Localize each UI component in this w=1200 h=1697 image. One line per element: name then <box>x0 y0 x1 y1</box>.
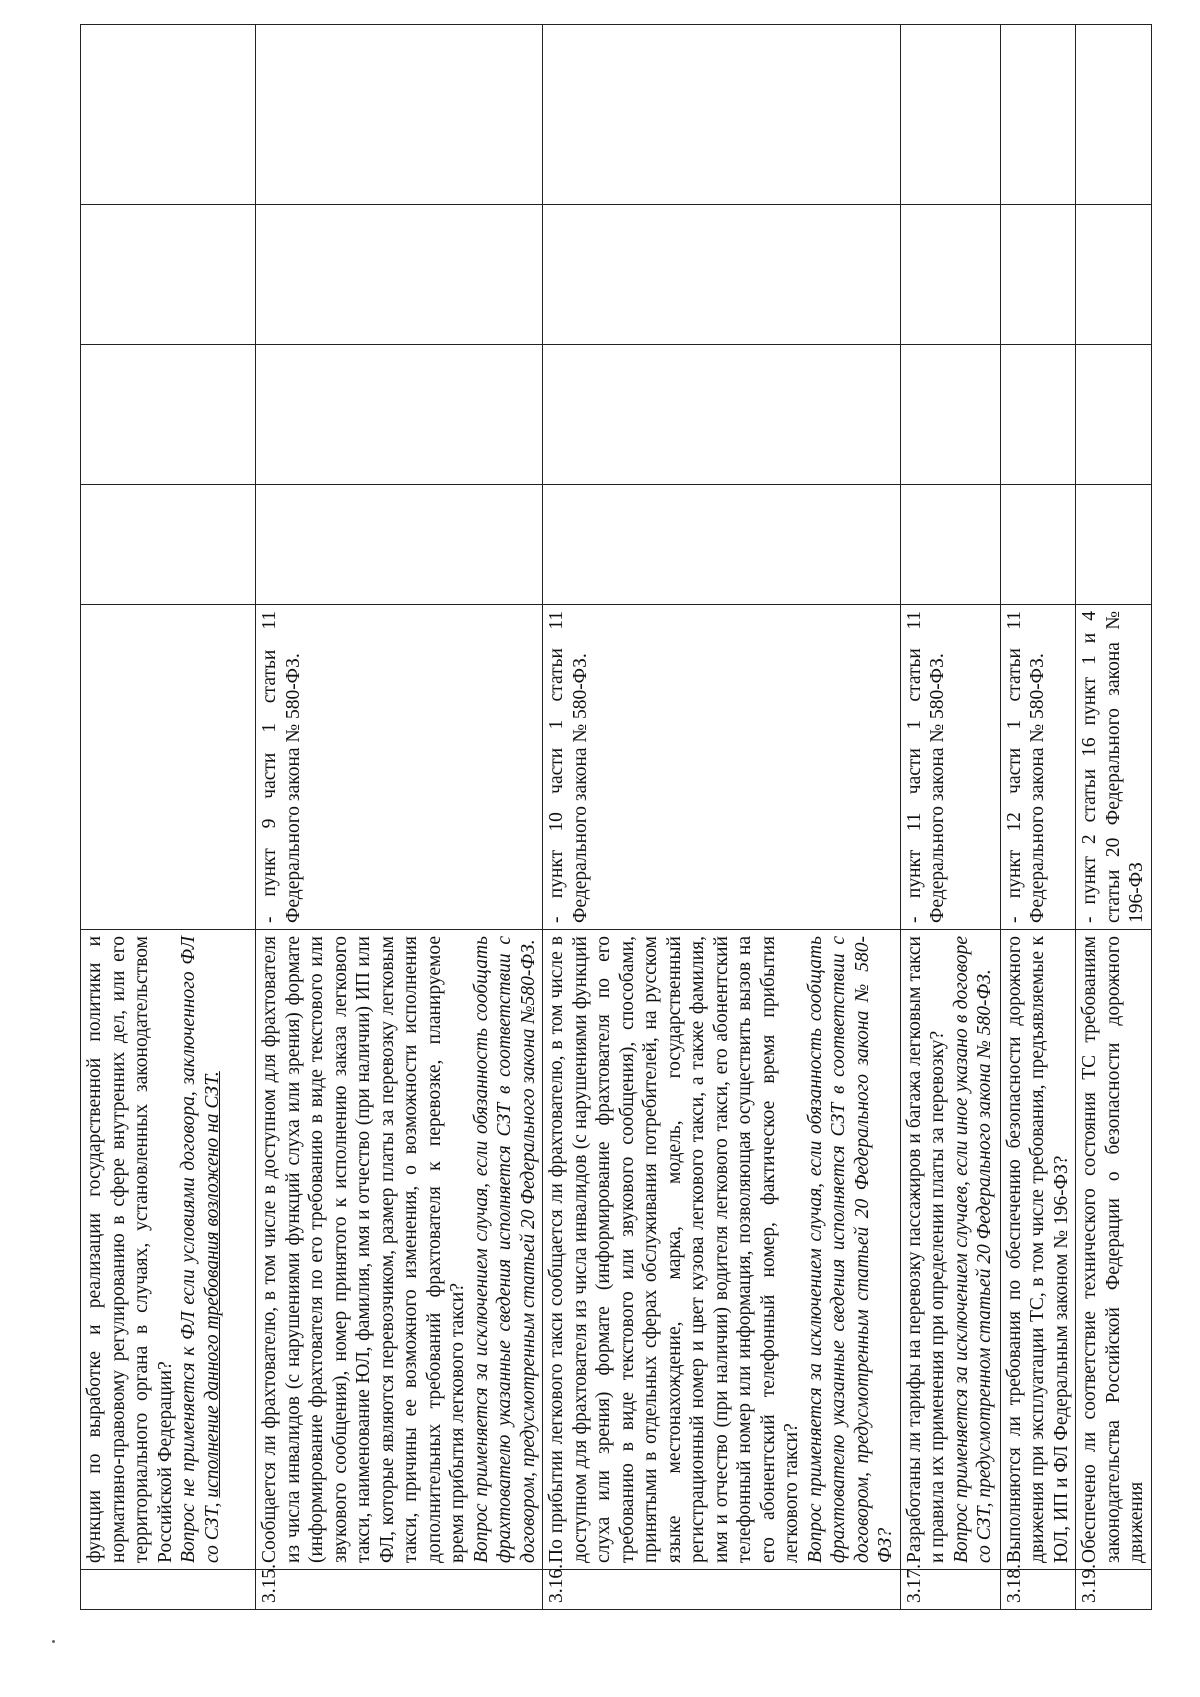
row-number: 3.19. <box>1076 1570 1152 1610</box>
question-note: Вопрос применяется за исключением случаев, если иное указано в договоре со СЗТ, предусмотренном статьей 20 Федерального закона № 580-ФЗ. <box>950 936 995 1563</box>
rotated-page <box>80 25 1147 1610</box>
table-row <box>1000 25 1076 1610</box>
note-text: Вопрос не применяется к ФЛ если условиями договора, заключенного ФЛ со СЗТ, <box>178 936 223 1563</box>
scan-speck <box>52 1640 55 1643</box>
table-row <box>900 25 1000 1610</box>
empty-cell <box>1000 345 1076 485</box>
question-cell <box>543 930 901 1570</box>
reference-text: - пункт 12 части 1 статьи 11 Федерального закона № 580-ФЗ. <box>1003 611 1048 923</box>
empty-cell <box>256 485 543 605</box>
question-text: Обеспечено ли соответствие технического состояния ТС требованиям законодательства Российской Федерации о безопасности дорожного движения <box>1079 936 1147 1563</box>
row-number: 3.15. <box>256 1570 543 1610</box>
row-number: 3.16. <box>543 1570 901 1610</box>
reference-text: - пункт 2 статьи 16 пункт 1 и 4 статьи 20 Федерального закона № 196-ФЗ <box>1079 611 1147 923</box>
empty-cell <box>1076 345 1152 485</box>
question-cell <box>1076 930 1152 1570</box>
empty-cell <box>81 345 256 485</box>
empty-cell <box>81 25 256 205</box>
empty-cell <box>1076 485 1152 605</box>
empty-cell <box>81 485 256 605</box>
table-row <box>1076 25 1152 1610</box>
empty-cell <box>1000 205 1076 345</box>
reference-cell <box>1000 605 1076 930</box>
reference-cell <box>900 605 1000 930</box>
question-cell <box>1000 930 1076 1570</box>
question-cell <box>81 930 256 1570</box>
empty-cell <box>900 205 1000 345</box>
empty-cell <box>256 345 543 485</box>
question-note: Вопрос применяется за исключением случая, если обязанность сообщать фрахтователю указанные сведения исполняется СЗТ в соответствии с договором, предусмотренным статьей 20 Федерального закона № 580-ФЗ? <box>804 936 896 1563</box>
reference-cell <box>1076 605 1152 930</box>
empty-cell <box>256 205 543 345</box>
question-cell <box>256 930 543 1570</box>
question-text: функции по выработке и реализации государственной политики и нормативно-правовому регулированию в сфере внутренних дел, или его территориального органа в случаях, установленных законодательством Российской Федерации? <box>84 936 176 1563</box>
reference-text: - пункт 10 части 1 статьи 11 Федерального закона № 580-ФЗ. <box>546 611 591 923</box>
table-row <box>81 25 256 1610</box>
question-text: По прибытии легкового такси сообщается ли фрахтователю, в том числе в доступном для фрахтователя из числа инвалидов (с нарушениями функций слуха или зрения) формате (информирование фрахтователя по его требованию в виде текстового или звукового сообщения), способами, принятыми в отдельных сферах обслуживания потребителей, на русском языке местонахождение, марка, модель, государственный регистрационный номер и цвет кузова легкового такси, а также фамилия, имя и отчество (при наличии) водителя легкового такси, его абонентский телефонный номер или информация, позволяющая осуществить вызов на его абонентский телефонный номер, фактическое время прибытия легкового такси? <box>546 936 802 1563</box>
row-number <box>81 1570 256 1610</box>
question-note <box>177 936 224 1563</box>
reference-cell <box>256 605 543 930</box>
question-text: Выполняются ли требования по обеспечению безопасности дорожного движения при эксплуатации ТС, в том числе требования, предъявляемые к ЮЛ, ИП и ФЛ Федеральным законом № 196-ФЗ? <box>1003 936 1072 1563</box>
empty-cell <box>1076 25 1152 205</box>
row-number: 3.17. <box>900 1570 1000 1610</box>
empty-cell <box>900 345 1000 485</box>
empty-cell <box>1000 25 1076 205</box>
question-text: Сообщается ли фрахтователю, в том числе в доступном для фрахтователя из числа инвалидов (с нарушениями функций слуха или зрения) формате (информирование фрахтователя по его требованию в виде текстового или звукового сообщения), номер принятого к исполнению заказа легкового такси, наименование ЮЛ, фамилия, имя и отчество (при наличии) ИП или ФЛ, которые являются перевозчиком, размер платы за перевозку легковым такси, причины ее возможного изменения, о возможности исполнения дополнительных требований фрахтователя к перевозке, планируемое время прибытия легкового такси? <box>259 936 468 1563</box>
empty-cell <box>1076 205 1152 345</box>
question-note: Вопрос применяется за исключением случая, если обязанность сообщать фрахтователю указанные сведения исполняется СЗТ в соответствии с договором, предусмотренным статьей 20 Федерального закона №580-ФЗ. <box>470 936 539 1563</box>
table-row <box>543 25 901 1610</box>
reference-cell <box>543 605 901 930</box>
reference-text: - пункт 9 части 1 статьи 11 Федерального закона № 580-ФЗ. <box>259 611 304 923</box>
empty-cell <box>900 25 1000 205</box>
note-underlined-text: исполнение данного требования возложено на СЗТ. <box>201 1071 223 1498</box>
empty-cell <box>543 345 901 485</box>
empty-cell <box>543 25 901 205</box>
empty-cell <box>900 485 1000 605</box>
question-text: Разработаны ли тарифы на перевозку пассажиров и багажа легковым такси и правила их применения при определении платы за перевозку? <box>903 936 948 1563</box>
reference-text: - пункт 11 части 1 статьи 11 Федерального закона № 580-ФЗ. <box>903 611 948 923</box>
empty-cell <box>543 205 901 345</box>
question-cell <box>900 930 1000 1570</box>
row-number: 3.18. <box>1000 1570 1076 1610</box>
empty-cell <box>256 25 543 205</box>
table-row <box>256 25 543 1610</box>
empty-cell <box>543 485 901 605</box>
empty-cell <box>1000 485 1076 605</box>
empty-cell <box>81 205 256 345</box>
reference-cell <box>81 605 256 930</box>
checklist-table <box>80 24 1152 1610</box>
